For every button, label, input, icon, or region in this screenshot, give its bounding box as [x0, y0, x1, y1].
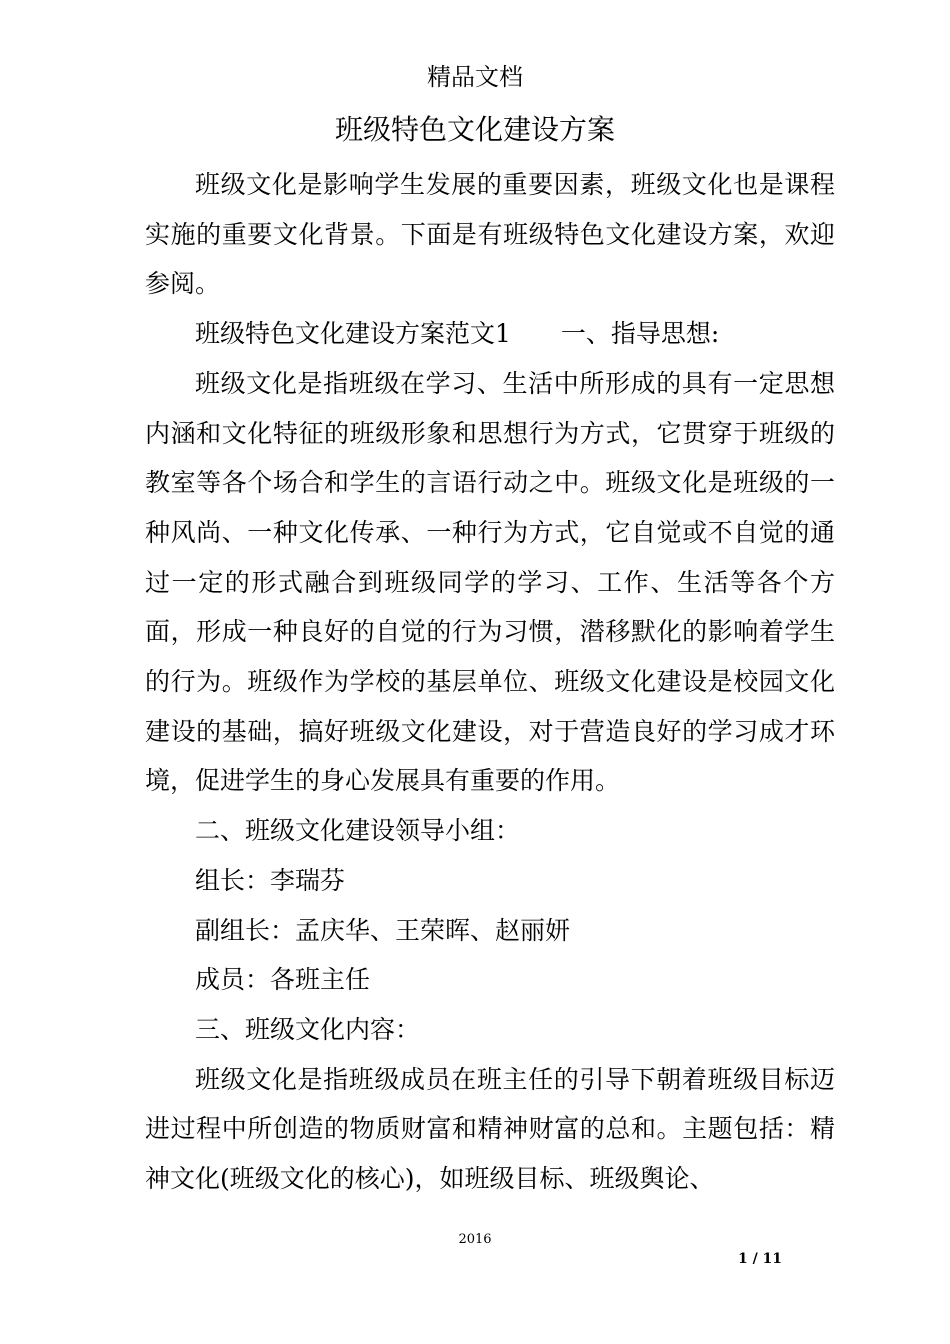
page-indicator: 1 / 11: [737, 1251, 783, 1267]
paragraph-guiding-ideology: 班级文化是指班级在学习、生活中所形成的具有一定思想内涵和文化特征的班级形象和思想行为方式，它贯穿于班级的教室等各个场合和学生的言语行动之中。班级文化是班级的一种风尚、一种文化传承、一种行为方式，它自觉或不自觉的通过一定的形式融合到班级同学的学习、工作、生活等各个方面，形成一种良好的自觉的行为习惯，潜移默化的影响着学生的行为。班级作为学校的基层单位、班级文化建设是校园文化建设的基础，搞好班级文化建设，对于营造良好的学习成才环境，促进学生的身心发展具有重要的作用。: [145, 368, 835, 796]
section-line: [145, 309, 835, 359]
section-title: 班级特色文化建设方案范文1: [195, 319, 511, 349]
paragraph-culture-content: 班级文化是指班级成员在班主任的引导下朝着班级目标迈进过程中所创造的物质财富和精神财富的总和。主题包括：精神文化(班级文化的核心)，如班级目标、班级舆论、: [145, 1064, 835, 1194]
heading-culture-content: 三、班级文化内容：: [195, 1014, 421, 1044]
members-line: 成员：各班主任: [195, 965, 371, 995]
footer-year: 2016: [458, 1232, 492, 1247]
vice-leaders-line: 副组长：孟庆华、王荣晖、赵丽妍: [195, 915, 571, 945]
intro-paragraph: 班级文化是影响学生发展的重要因素，班级文化也是课程实施的重要文化背景。下面是有班级特色文化建设方案，欢迎参阅。: [145, 170, 835, 299]
document-title: 班级特色文化建设方案: [334, 113, 615, 146]
page-header: 精品文档: [427, 63, 523, 91]
heading-leadership-group: 二、班级文化建设领导小组：: [195, 816, 521, 846]
leader-line: 组长：李瑞芬: [195, 865, 346, 895]
document-body: [145, 160, 835, 1204]
section-heading-1: 一、指导思想:: [560, 319, 720, 349]
